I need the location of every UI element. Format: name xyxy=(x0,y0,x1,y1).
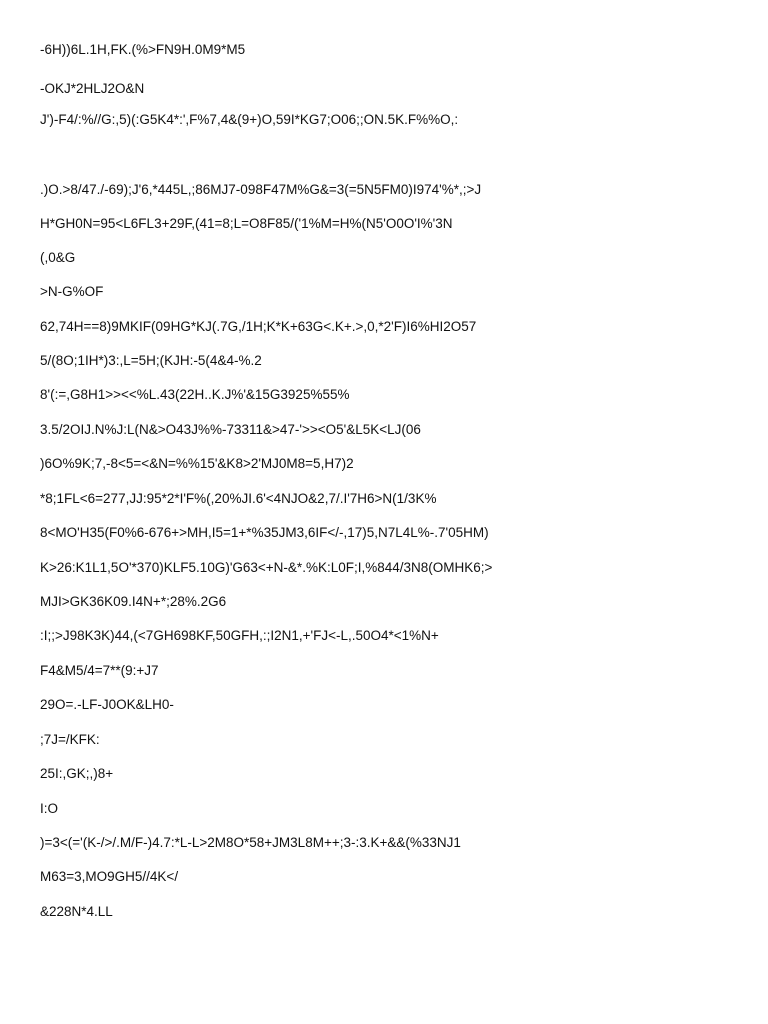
text-line: 29O=.-LF-J0OK&LH0- xyxy=(40,697,174,712)
text-line: 5/(8O;1IH*)3:,L=5H;(KJH:-5(4&4-%.2 xyxy=(40,353,262,368)
text-line: &228N*4.LL xyxy=(40,904,113,919)
text-line: J')-F4/:%//G:,5)(:G5K4*:',F%7,4&(9+)O,59I*KG7;O06;;ON.5K.F%%O,: xyxy=(40,112,459,127)
text-line: ;7J=/KFK: xyxy=(40,732,100,747)
text-line: K>26:K1L1,5O'*370)KLF5.10G)'G63<+N-&*.%K:L0F;I,%844/3N8(OMHK6;> xyxy=(40,560,493,575)
text-line: -6H))6L.1H,FK.(%>FN9H.0M9*M5 xyxy=(40,42,246,57)
text-line: 3.5/2OIJ.N%J:L(N&>O43J%%-73311&>47-'>><O5'&L5K<LJ(06 xyxy=(40,422,421,437)
text-line: .)O.>8/47./-69);J'6,*445L,;86MJ7-098F47M%G&=3(=5N5FM0)I974'%*,;>J xyxy=(40,182,482,197)
text-line: -OKJ*2HLJ2O&N xyxy=(40,81,145,96)
text-line: M63=3,MO9GH5//4K</ xyxy=(40,869,179,884)
text-line: 8'(:=,G8H1>><<%L.43(22H..K.J%'&15G3925%55% xyxy=(40,387,350,402)
text-line: I:O xyxy=(40,801,59,816)
text-line: MJI>GK36K09.I4N+*;28%.2G6 xyxy=(40,594,227,609)
text-line: 62,74H==8)9MKIF(09HG*KJ(.7G,/1H;K*K+63G<.K+.>,0,*2'F)I6%HI2O57 xyxy=(40,319,477,334)
text-line: F4&M5/4=7**(9:+J7 xyxy=(40,663,159,678)
text-line: (,0&G xyxy=(40,250,76,265)
text-line: :I;;>J98K3K)44,(<7GH698KF,50GFH,:;I2N1,+'FJ<-L,.50O4*<1%N+ xyxy=(40,628,439,643)
text-line: H*GH0N=95<L6FL3+29F,(41=8;L=O8F85/('1%M=H%(N5'O0O'I%'3N xyxy=(40,216,453,231)
text-line: )=3<(='(K-/>/.M/F-)4.7:*L-L>2M8O*58+JM3L8M++;3-:3.K+&&(%33NJ1 xyxy=(40,835,461,850)
text-line: 25I:,GK;,)8+ xyxy=(40,766,114,781)
text-line: >N-G%OF xyxy=(40,284,104,299)
text-line: 8<MO'H35(F0%6-676+>MH,I5=1+*%35JM3,6IF</-,17)5,N7L4L%-.7'05HM) xyxy=(40,525,489,540)
text-line: )6O%9K;7,-8<5=<&N=%%15'&K8>2'MJ0M8=5,H7)2 xyxy=(40,456,354,471)
text-line: *8;1FL<6=277,JJ:95*2*I'F%(,20%JI.6'<4NJO&2,7/.I'7H6>N(1/3K% xyxy=(40,491,437,506)
